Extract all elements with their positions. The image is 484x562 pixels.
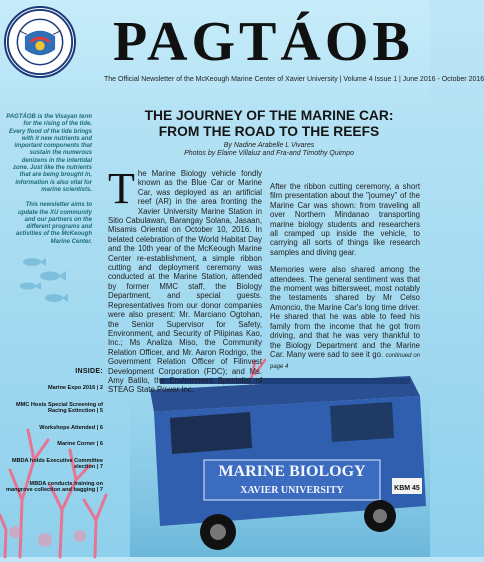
inside-title: INSIDE:	[75, 368, 103, 375]
seal-icon	[6, 8, 74, 76]
inside-list	[3, 385, 103, 494]
inside-item-workshops[interactable]: Workshops Attended | 6	[39, 424, 103, 431]
author-credit: By Nadine Arabelle L Vivares	[223, 142, 315, 149]
inside-item-marine-corner[interactable]: Marine Corner | 6	[57, 441, 103, 447]
vehicle-plate-text: KBM 45	[394, 485, 420, 492]
sidebar-intro	[6, 114, 92, 254]
article-column-2	[270, 182, 420, 381]
article-paragraph-2: After the ribbon cutting ceremony, a short film presentation about the "journey" of the Marine Car was shown: from traveling all over Northern Mindanao transporting marine biology students and researchers all cramped up inside the vehicle, to carrying all sorts of things like research samples and diving gear.	[270, 182, 420, 257]
headline-line-1: THE JOURNEY OF THE MARINE CAR:	[144, 108, 394, 123]
vehicle-text-xavier-university: XAVIER UNIVERSITY	[240, 485, 344, 496]
article-headline	[108, 108, 430, 140]
headline-line-2: FROM THE ROAD TO THE REEFS	[158, 124, 380, 139]
photo-credit: Photos by Elaine Villaluz and Fra-and Timothy Quimpo	[184, 150, 354, 157]
continued-on-page[interactable]: continued on page 4	[270, 352, 420, 371]
article-paragraph-1	[108, 164, 262, 395]
article-column-1	[108, 164, 262, 403]
inside-item-marine-expo[interactable]: Marine Expo 2016 | 2	[47, 385, 103, 391]
newsletter-title: PAGTÁOB	[113, 11, 414, 73]
inside-item-racing-extinction[interactable]: MMC Hosts Special Screening of Racing Extinction | 5	[15, 401, 103, 414]
drop-cap: T	[108, 164, 135, 213]
newsletter-subtitle: The Official Newsletter of the McKeough Marine Center of Xavier University | Volume 4 Issue 1 | June 2016 - October 2016	[104, 76, 484, 83]
xavier-university-seal-logo	[4, 6, 76, 78]
inside-item-mbda-training[interactable]: MBDA conducts training on mangrove collection and bagging | 7	[6, 480, 103, 493]
article-paragraph-1-text: he Marine Biology vehicle fondly known as the Blue Car or Marine Car, was deployed as an artificial reef (AR) in the area fronting the Xavier University Marine Station in Sitio Cabulawan, Barangay Solana, Jasaan, Misamis Oriental on October 10, 2016. In belated celebration of the World Habitat Day and the 10th year of the McKeough Marine Center re-establishment, a simple ribbon cutting and deployment ceremony was conducted at the Marine Station, attended by former MMC staff, the Biology Department, and special guests. Representatives from our donor companies were also present: Mr. Marciano Ogtohan, the Senior Supervisor for Safety, Environment, and Security of Pilipinas Kao, Inc.; Ms Analiza Miso, the Community Relation Officer, and Mr. Aaron Rodrigo, the Government Relation Officer of Filinvest Development Corporation (FDC); and Ms. Amy Batilo, the Environment Specialist of STEAG State Power Inc.	[108, 169, 262, 395]
inside-contents	[3, 368, 103, 504]
article-byline	[108, 142, 430, 158]
article-paragraph-3-text: Memories were also shared among the attendees. The general sentiment was that the moment was bittersweet, most notably the testaments shared by Mr Celso Amoncio, the Marine Car's long time driver. He shared that he was able to feed his family from the income that he got from driving, and that he was very thankful to the Biology Department and the Marine Car. Many were sad to see it go.	[270, 265, 420, 359]
article-paragraph-3	[270, 265, 420, 372]
masthead-header	[0, 0, 484, 98]
sidebar-intro-paragraph-1: PAGTÁOB is the Visayan term for the rising of the tide. Every flood of the tide brings with it new nutrients and important components that sustain the numerous denizens in the intertidal zone. Just like the nutrients that are being brought in, information is also vital for marine scientists.	[6, 114, 92, 193]
vehicle-text-marine-biology: MARINE BIOLOGY	[218, 463, 366, 480]
inside-item-mbda-election[interactable]: MBDA holds Executive Committee election | 7	[11, 457, 103, 470]
sidebar-intro-paragraph-2: This newsletter aims to update the XU community and our partners on the different programs and activities of the McKeough Marine Center.	[15, 202, 92, 245]
fish-illustration-icon	[10, 248, 80, 308]
